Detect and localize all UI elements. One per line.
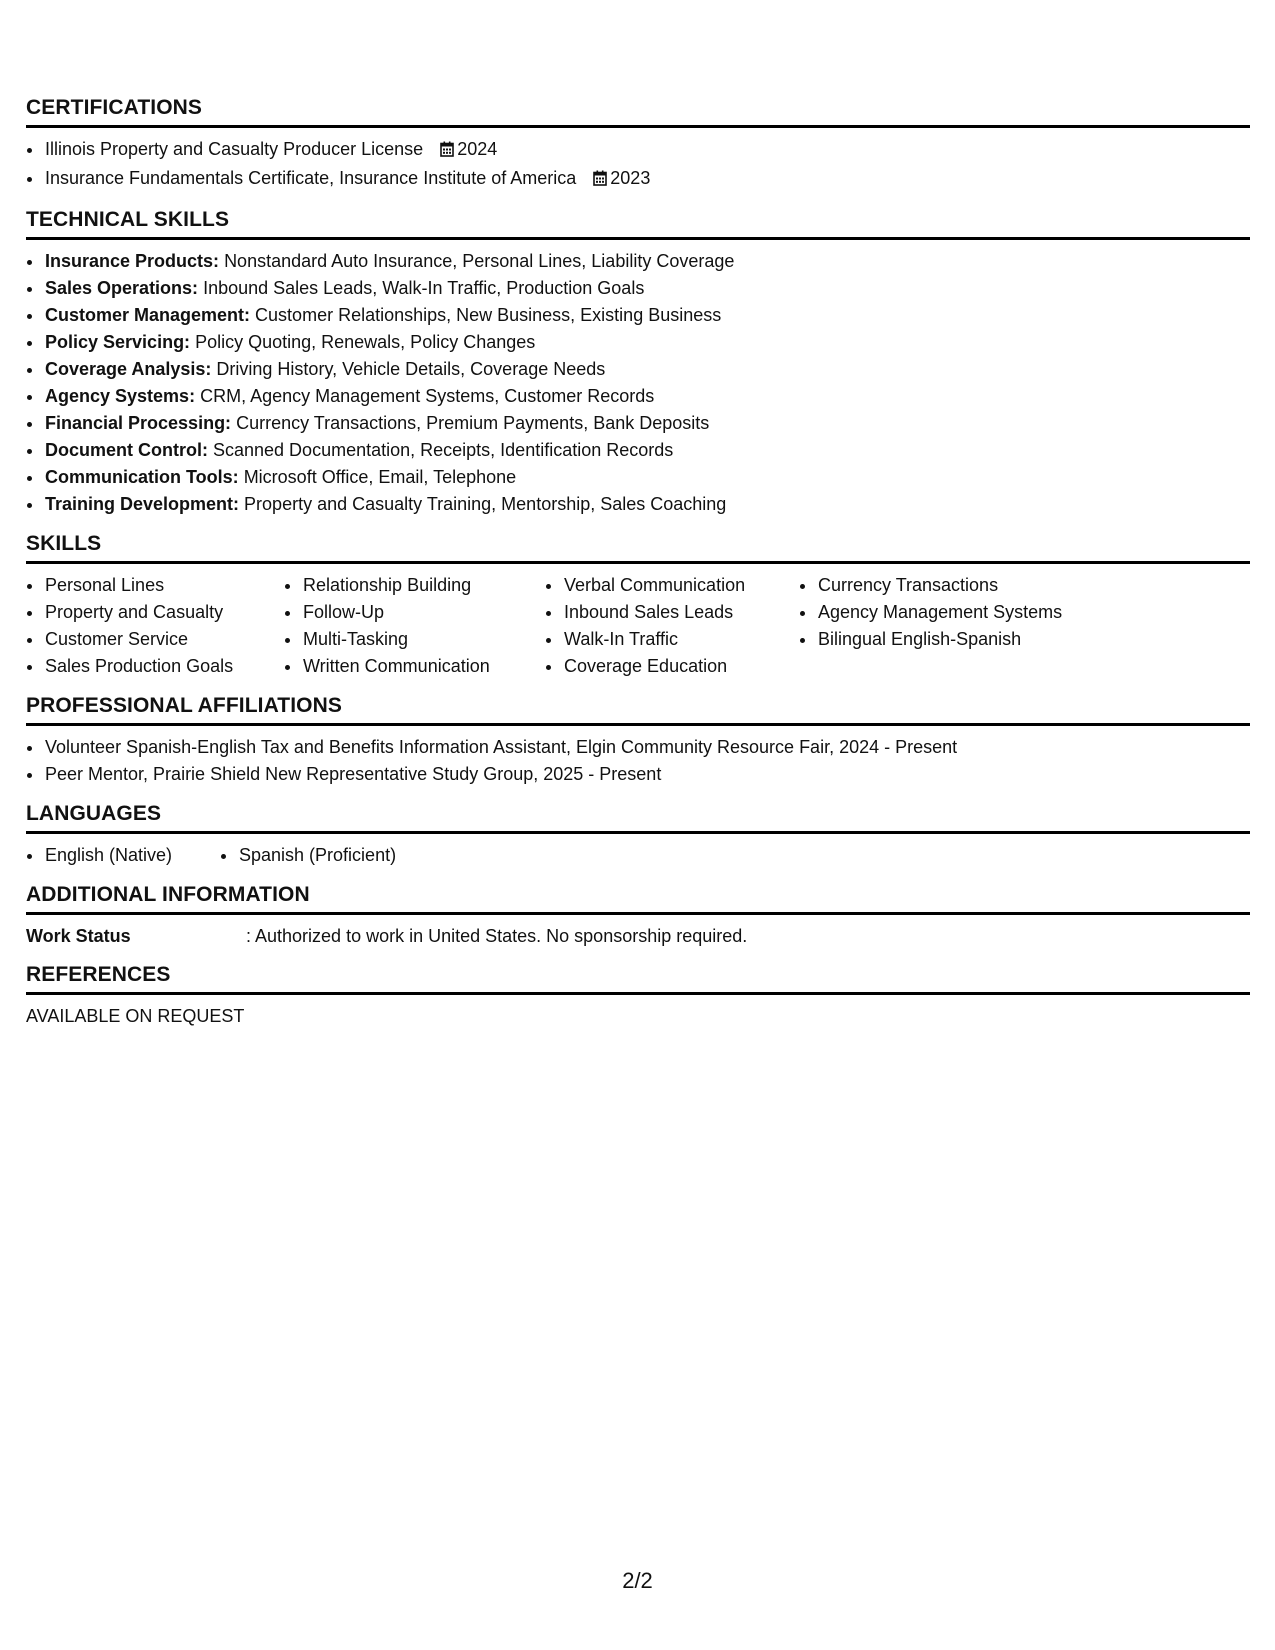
languages-section	[26, 802, 1250, 869]
technical-skill-label: Insurance Products:	[45, 251, 220, 271]
languages-list	[26, 842, 1250, 869]
additional-info-heading: ADDITIONAL INFORMATION	[26, 883, 1250, 915]
technical-skill-item	[44, 464, 1250, 491]
calendar-icon	[593, 167, 607, 194]
work-status-row	[26, 923, 1250, 949]
certification-item	[44, 165, 1250, 194]
technical-skill-item	[44, 491, 1250, 518]
references-section	[26, 963, 1250, 1029]
skill-item: • Property and Casualty	[44, 599, 284, 626]
languages-heading: LANGUAGES	[26, 802, 1250, 834]
skill-item: • Walk-In Traffic	[563, 626, 799, 653]
skill-item: • Personal Lines	[44, 572, 284, 599]
language-item: • English (Native)	[44, 842, 220, 869]
technical-skill-item	[44, 329, 1250, 356]
certification-name: Insurance Fundamentals Certificate, Insurance Institute of America	[45, 168, 577, 188]
technical-skills-heading: TECHNICAL SKILLS	[26, 208, 1250, 240]
technical-skill-label: Communication Tools:	[45, 467, 239, 487]
affiliation-item: • Peer Mentor, Prairie Shield New Representative Study Group, 2025 - Present	[44, 761, 1250, 788]
language-column	[220, 842, 396, 869]
skill-item: • Inbound Sales Leads	[563, 599, 799, 626]
affiliation-item: • Volunteer Spanish-English Tax and Benefits Information Assistant, Elgin Community Resource Fair, 2024 - Present	[44, 734, 1250, 761]
technical-skill-label: Financial Processing:	[45, 413, 232, 433]
language-column	[26, 842, 220, 869]
affiliations-section	[26, 694, 1250, 788]
page-number: 2/2	[622, 1568, 653, 1593]
work-status-label: Work Status	[26, 926, 131, 946]
technical-skill-text: Policy Quoting, Renewals, Policy Changes	[195, 332, 536, 352]
skill-item: • Sales Production Goals	[44, 653, 284, 680]
certification-item	[44, 136, 1250, 165]
additional-info-section	[26, 883, 1250, 949]
skill-item: • Agency Management Systems	[817, 599, 1117, 626]
affiliations-list	[26, 734, 1250, 788]
technical-skills-section	[26, 208, 1250, 518]
certification-name: Illinois Property and Casualty Producer License	[45, 139, 424, 159]
technical-skill-item	[44, 437, 1250, 464]
technical-skill-item	[44, 248, 1250, 275]
technical-skills-list	[26, 248, 1250, 518]
skill-item: • Currency Transactions	[817, 572, 1117, 599]
technical-skill-text: Customer Relationships, New Business, Existing Business	[255, 305, 722, 325]
technical-skill-label: Customer Management:	[45, 305, 251, 325]
technical-skill-text: Microsoft Office, Email, Telephone	[243, 467, 517, 487]
skill-item: • Customer Service	[44, 626, 284, 653]
skills-column	[26, 572, 284, 680]
technical-skill-label: Training Development:	[45, 494, 240, 514]
technical-skill-label: Sales Operations:	[45, 278, 199, 298]
technical-skill-text: Property and Casualty Training, Mentorship, Sales Coaching	[244, 494, 727, 514]
skill-item: • Written Communication	[302, 653, 545, 680]
technical-skill-label: Agency Systems:	[45, 386, 196, 406]
affiliations-heading: PROFESSIONAL AFFILIATIONS	[26, 694, 1250, 726]
skill-item: • Follow-Up	[302, 599, 545, 626]
technical-skill-item	[44, 275, 1250, 302]
resume-page	[26, 96, 1250, 1043]
skills-heading: SKILLS	[26, 532, 1250, 564]
certifications-heading: CERTIFICATIONS	[26, 96, 1250, 128]
certifications-section	[26, 96, 1250, 194]
skills-column	[799, 572, 1117, 680]
technical-skill-text: Inbound Sales Leads, Walk-In Traffic, Production Goals	[203, 278, 645, 298]
technical-skill-text: Driving History, Vehicle Details, Coverage Needs	[216, 359, 606, 379]
technical-skill-label: Document Control:	[45, 440, 208, 460]
technical-skill-text: Currency Transactions, Premium Payments, Bank Deposits	[236, 413, 710, 433]
skill-item: • Verbal Communication	[563, 572, 799, 599]
skills-column	[284, 572, 545, 680]
technical-skill-text: Nonstandard Auto Insurance, Personal Lines, Liability Coverage	[224, 251, 735, 271]
technical-skill-label: Policy Servicing:	[45, 332, 191, 352]
technical-skill-label: Coverage Analysis:	[45, 359, 212, 379]
skills-column	[545, 572, 799, 680]
skill-item: • Relationship Building	[302, 572, 545, 599]
technical-skill-text: CRM, Agency Management Systems, Customer Records	[200, 386, 655, 406]
language-item: • Spanish (Proficient)	[238, 842, 396, 869]
technical-skill-item	[44, 410, 1250, 437]
skills-section	[26, 532, 1250, 680]
skill-item: • Multi-Tasking	[302, 626, 545, 653]
certification-year: 2024	[457, 139, 498, 159]
skill-item: • Coverage Education	[563, 653, 799, 680]
calendar-icon	[440, 138, 454, 165]
skill-item: • Bilingual English-Spanish	[817, 626, 1117, 653]
references-text: AVAILABLE ON REQUEST	[26, 1006, 245, 1026]
references-heading: REFERENCES	[26, 963, 1250, 995]
technical-skill-text: Scanned Documentation, Receipts, Identification Records	[213, 440, 674, 460]
certification-year: 2023	[610, 168, 651, 188]
certifications-list	[26, 136, 1250, 194]
technical-skill-item	[44, 302, 1250, 329]
technical-skill-item	[44, 383, 1250, 410]
skills-grid	[26, 572, 1250, 680]
work-status-value: : Authorized to work in United States. No sponsorship required.	[246, 926, 748, 946]
technical-skill-item	[44, 356, 1250, 383]
